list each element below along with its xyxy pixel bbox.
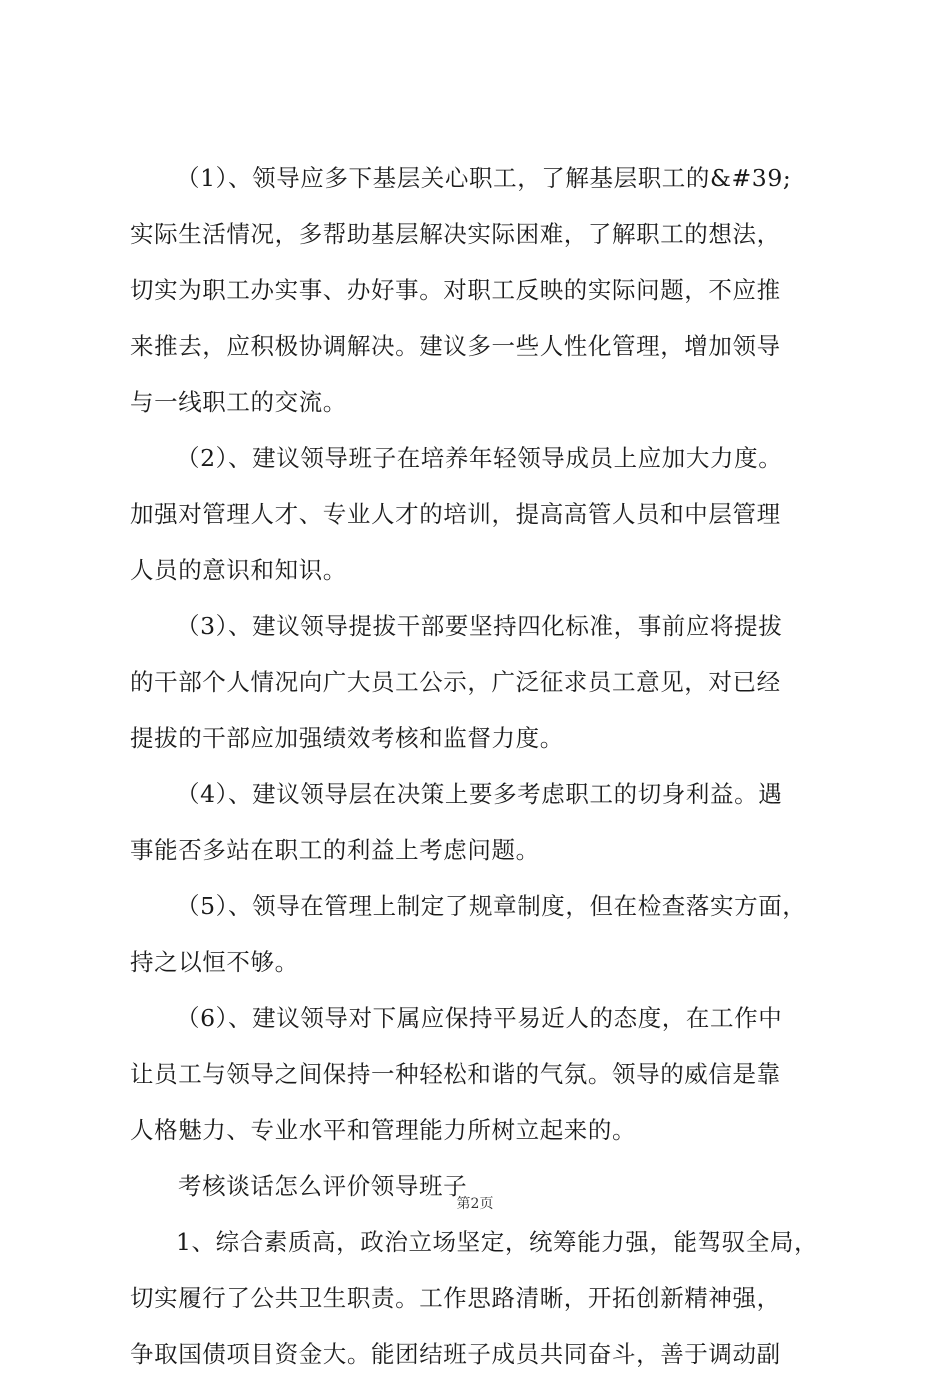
paragraph-5 bbox=[130, 878, 830, 990]
paragraph-line: （5）、领导在管理上制定了规章制度，但在检查落实方面， bbox=[176, 892, 807, 920]
final-paragraph bbox=[130, 1214, 830, 1382]
paragraph-line: 争取国债项目资金大。能团结班子成员共同奋斗，善于调动副 bbox=[130, 1340, 781, 1368]
section-heading: 考核谈话怎么评价领导班子 bbox=[178, 1172, 468, 1200]
paragraph-4 bbox=[130, 766, 830, 878]
paragraph-line: （3）、建议领导提拔干部要坚持四化标准，事前应将提拔 bbox=[176, 612, 783, 640]
paragraph-line: 人员的意识和知识。 bbox=[130, 556, 347, 584]
paragraph-line: 人格魅力、专业水平和管理能力所树立起来的。 bbox=[130, 1116, 637, 1144]
paragraph-line: 与一线职工的交流。 bbox=[130, 388, 347, 416]
paragraph-line: （6）、建议领导对下属应保持平易近人的态度，在工作中 bbox=[176, 1004, 783, 1032]
paragraph-3 bbox=[130, 598, 830, 766]
paragraph-line: 提拔的干部应加强绩效考核和监督力度。 bbox=[130, 724, 564, 752]
paragraph-line: 的干部个人情况向广大员工公示，广泛征求员工意见，对已经 bbox=[130, 668, 781, 696]
page-number: 第2页 bbox=[456, 1196, 494, 1212]
paragraph-line: 来推去，应积极协调解决。建议多一些人性化管理，增加领导 bbox=[130, 332, 781, 360]
paragraph-line: 事能否多站在职工的利益上考虑问题。 bbox=[130, 836, 540, 864]
paragraph-2 bbox=[130, 430, 830, 598]
paragraph-line: 实际生活情况，多帮助基层解决实际困难，了解职工的想法， bbox=[130, 220, 781, 248]
paragraph-line: 切实履行了公共卫生职责。工作思路清晰，开拓创新精神强， bbox=[130, 1284, 781, 1312]
paragraph-line: （4）、建议领导层在决策上要多考虑职工的切身利益。遇 bbox=[176, 780, 783, 808]
paragraph-1 bbox=[130, 150, 830, 430]
paragraph-line: 持之以恒不够。 bbox=[130, 948, 299, 976]
paragraph-line: （2）、建议领导班子在培养年轻领导成员上应加大力度。 bbox=[176, 444, 783, 472]
paragraph-line: 让员工与领导之间保持一种轻松和谐的气氛。领导的威信是靠 bbox=[130, 1060, 781, 1088]
paragraph-6 bbox=[130, 990, 830, 1158]
paragraph-line: 加强对管理人才、专业人才的培训，提高高管人员和中层管理 bbox=[130, 500, 781, 528]
paragraph-line: （1）、领导应多下基层关心职工，了解基层职工的&#39; bbox=[176, 164, 792, 192]
paragraph-line: 切实为职工办实事、办好事。对职工反映的实际问题，不应推 bbox=[130, 276, 781, 304]
paragraph-line: 1、综合素质高，政治立场坚定，统筹能力强，能驾驭全局， bbox=[176, 1228, 819, 1256]
